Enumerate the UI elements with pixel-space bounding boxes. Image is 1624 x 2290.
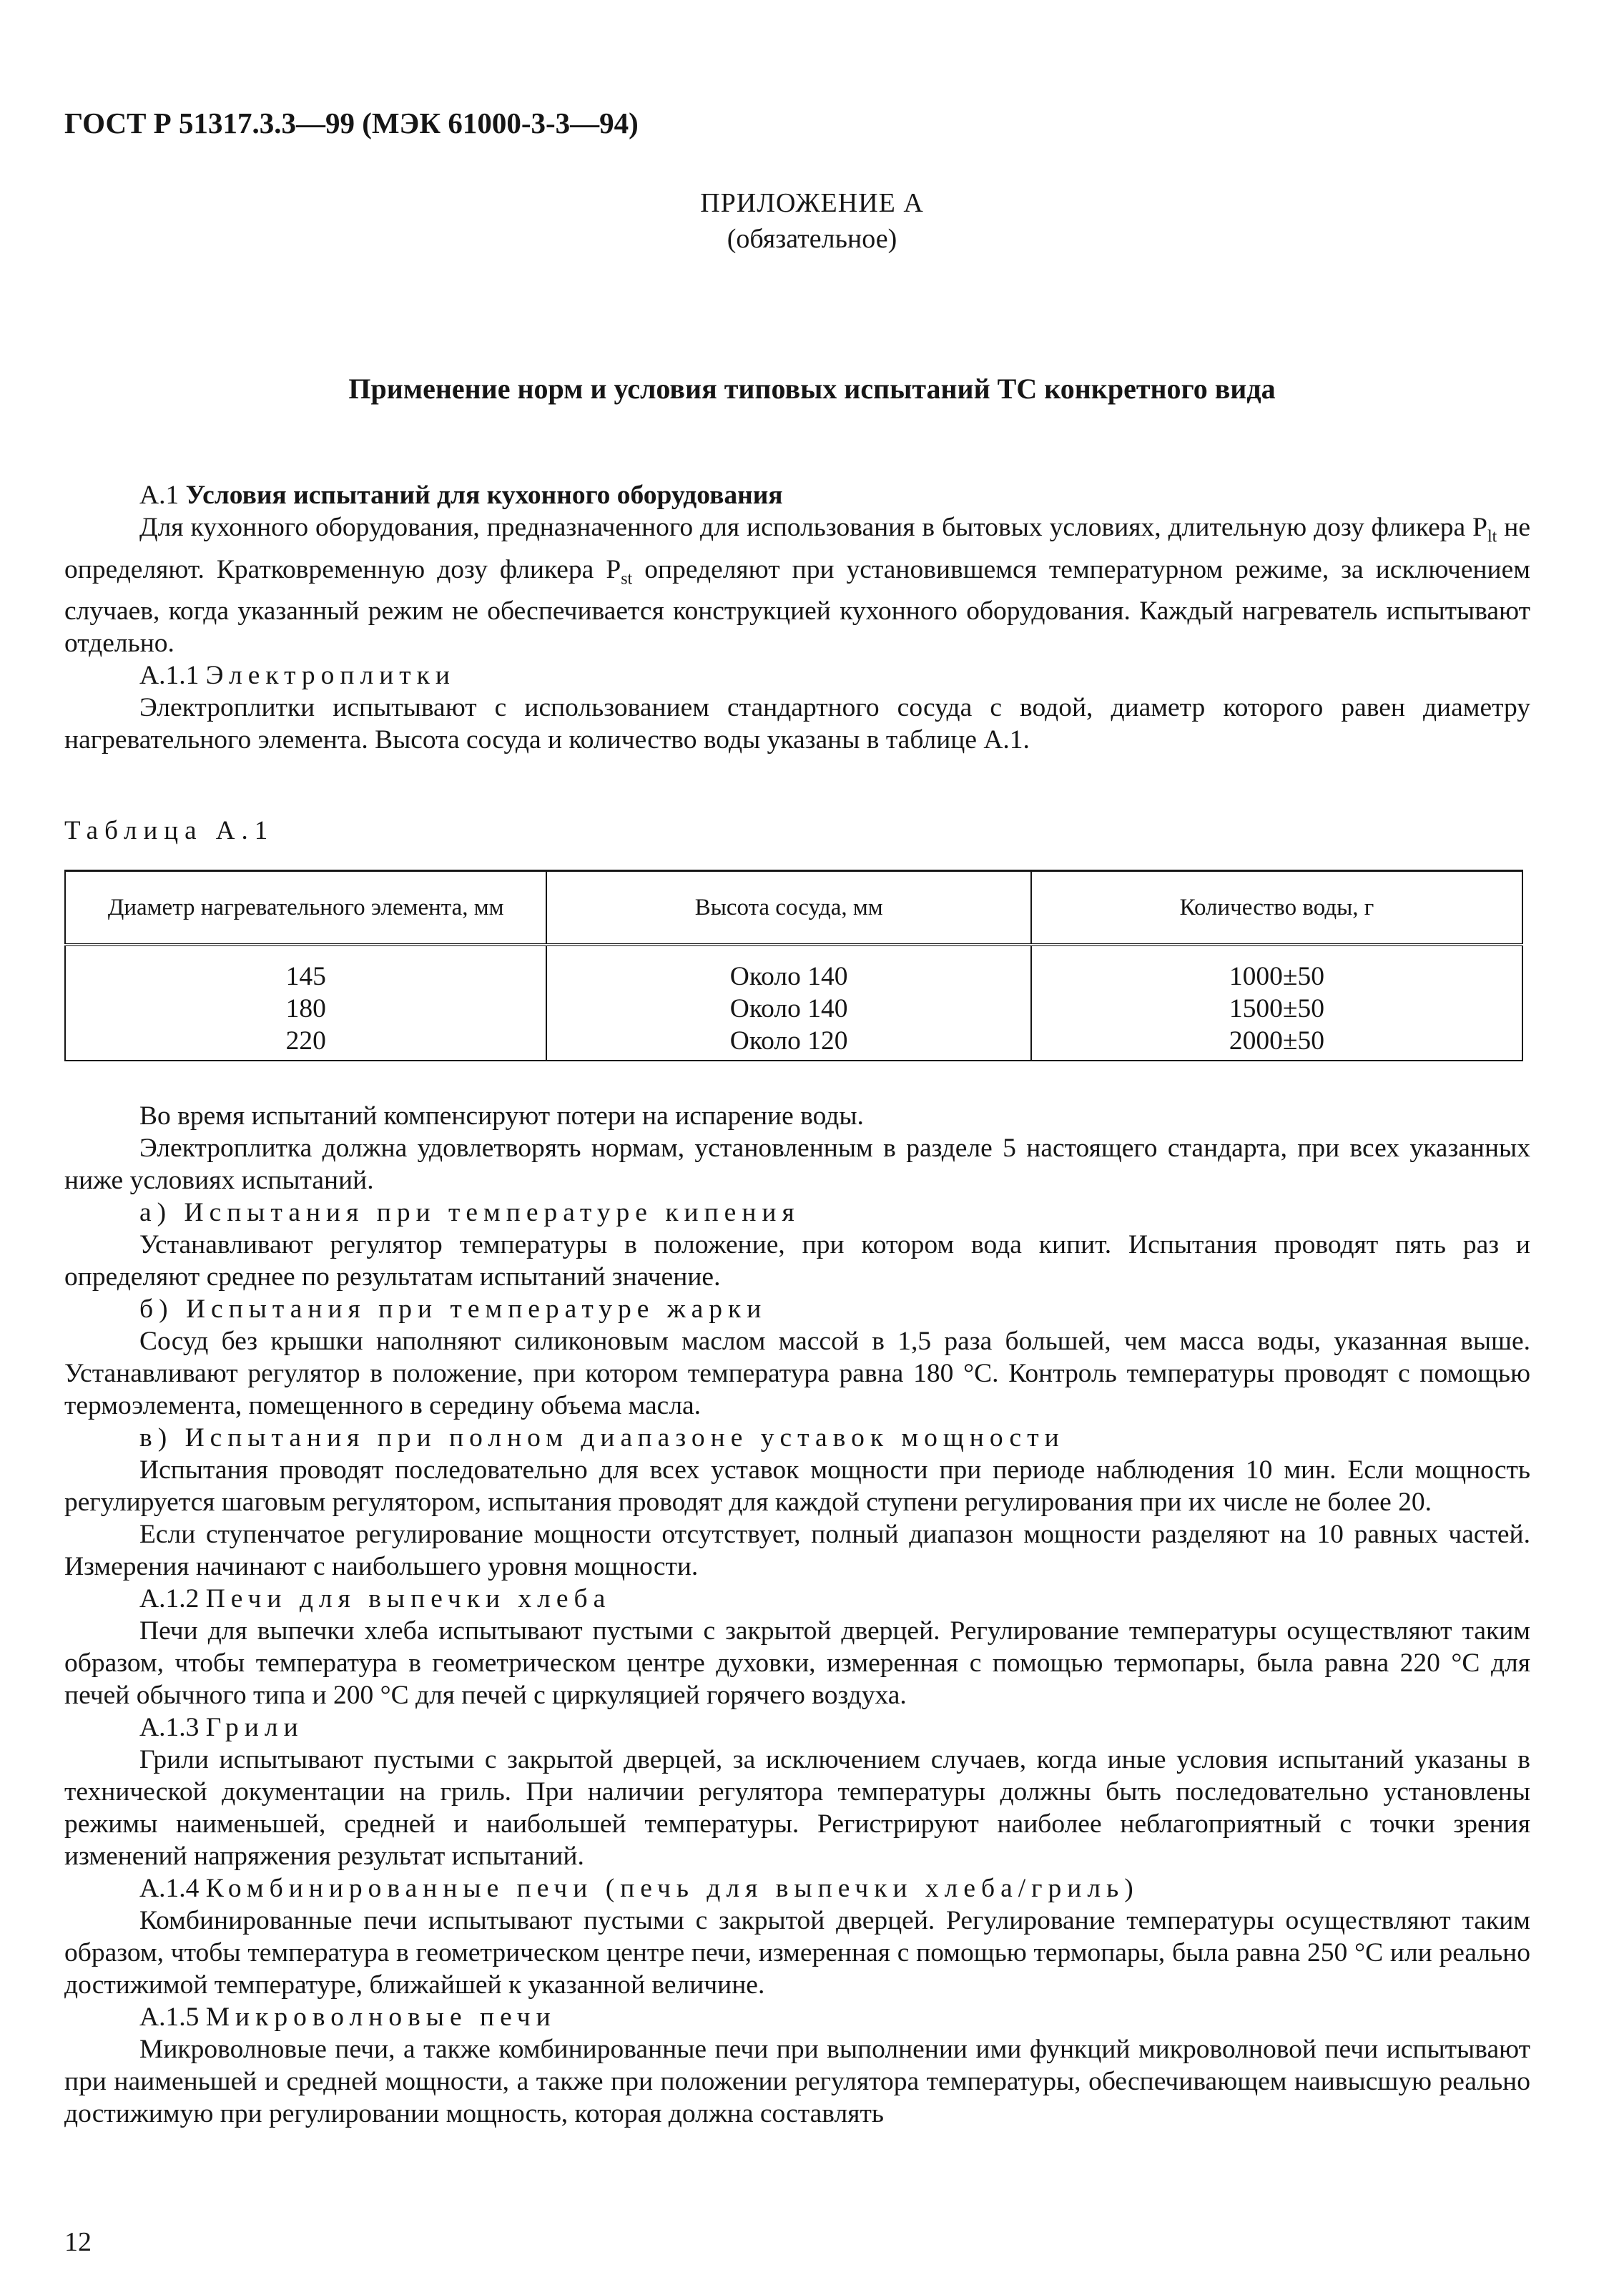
paragraph: Во время испытаний компенсируют потери на испарение воды. (139, 1101, 864, 1131)
paragraph: Для кухонного оборудования, предназначенного для использования в бытовых условиях, длительную дозу фликера $P_{lt}$ не определяют. Кратковременную дозу фликера $P_{st}$ определяют при установившемся температурном режиме, за исключением случаев, когда указанный режим не обеспечивается конструкцией кухонного оборудования. Каждый нагреватель испытывают отдельно. (64, 513, 1530, 658)
paragraph: Грили испытывают пустыми с закрытой дверцей, за исключением случаев, когда иные условия испытаний указаны в технической документации на гриль. При наличии регулятора температуры должны быть последовательно установлены режимы наименьшей, средней и наибольшей температуры. Регистрируют наиболее неблагоприятный с точки зрения изменений напряжения результат испытаний. (64, 1745, 1530, 1871)
table-cell-diameters: 145 180 220 (65, 945, 546, 1061)
condition-a-heading: а) Испытания при температуре кипения (139, 1198, 800, 1227)
paragraph: Сосуд без крышки наполняют силиконовым маслом массой в 1,5 раза большей, чем масса воды, указанная выше. Устанавливают регулятор в положение, при котором температура равна 180 °С. Контроль температуры проводят с помощью термоэлемента, помещенного в середину объема масла. (64, 1327, 1530, 1420)
condition-v-heading: в) Испытания при полном диапазоне уставок мощности (139, 1423, 1065, 1453)
section-a1 (64, 479, 1530, 756)
table-header-cell: Количество воды, г (1031, 871, 1522, 945)
appendix-kind: (обязательное) (727, 224, 897, 254)
paragraph: Комбинированные печи испытывают пустыми с закрытой дверцей. Регулирование температуры осуществляют таким образом, чтобы температура в геометрическом центре печи, измеренная с помощью термопары, была равна 250 °С или реально достижимой температуре, ближайшей к указанной величине. (64, 1906, 1530, 2000)
table-header-cell: Диаметр нагревательного элемента, мм (65, 871, 546, 945)
main-body-text (64, 1100, 1530, 2130)
section-number: А.1 (139, 481, 179, 510)
paragraph: Электроплитка должна удовлетворять нормам, установленным в разделе 5 настоящего стандарта, при всех указанных ниже условиях испытаний. (64, 1134, 1530, 1195)
paragraph: Устанавливают регулятор температуры в положение, при котором вода кипит. Испытания проводят пять раз и определяют среднее по результатам испытаний значение. (64, 1230, 1530, 1292)
table-header-row (65, 871, 1522, 945)
subscript-lt: lt (1487, 527, 1497, 546)
paragraph: Микроволновые печи, а также комбинированные печи при выполнении ими функций микроволновой печи испытывают при наименьшей и средней мощности, а также при положении регулятора температуры, обеспечивающем наивысшую реально достижимую при регулировании мощность, которая должна составлять (64, 2035, 1530, 2128)
page-title: Применение норм и условия типовых испытаний ТС конкретного вида (348, 373, 1276, 405)
standard-designation: ГОСТ Р 51317.3.3—99 (МЭК 61000-3-3—94) (64, 107, 639, 139)
section-a12-heading: А.1.2 Печи для выпечки хлеба (139, 1584, 611, 1613)
paragraph: Испытания проводят последовательно для всех уставок мощности при периоде наблюдения 10 мин. Если мощность регулируется шаговым регулятором, испытания проводят для каждой ступени регулирования при их числе не более 20. (64, 1455, 1530, 1517)
section-a14-heading: А.1.4 Комбинированные печи (печь для выпечки хлеба/гриль) (139, 1874, 1139, 1903)
table-row (65, 945, 1522, 1061)
table-header-cell: Высота сосуда, мм (546, 871, 1031, 945)
page-number: 12 (64, 2227, 92, 2257)
section-a13-heading: А.1.3 Грили (139, 1713, 304, 1742)
paragraph: Электроплитки испытывают с использованием стандартного сосуда с водой, диаметр которого равен диаметру нагревательного элемента. Высота сосуда и количество воды указаны в таблице А.1. (64, 693, 1530, 755)
data-table (64, 870, 1523, 1061)
section-a15-heading: А.1.5 Микроволновые печи (139, 2002, 556, 2032)
paragraph: Если ступенчатое регулирование мощности отсутствует, полный диапазон мощности разделяют на 10 равных частей. Измерения начинают с наибольшего уровня мощности. (64, 1520, 1530, 1581)
subscript-st: st (621, 569, 633, 588)
condition-b-heading: б) Испытания при температуре жарки (139, 1294, 767, 1324)
table-cell-heights: Около 140 Около 140 Около 120 (546, 945, 1031, 1061)
paragraph: Печи для выпечки хлеба испытывают пустыми с закрытой дверцей. Регулирование температуры осуществляют таким образом, чтобы температура в геометрическом центре духовки, измеренная с помощью термопары, была равна 220 °С для печей обычного типа и 200 °С для печей с циркуляцией горячего воздуха. (64, 1616, 1530, 1710)
subsection-heading: Электроплитки (205, 661, 456, 690)
section-a11-heading: А.1.1 Электроплитки (139, 661, 456, 690)
table-cell-water: 1000±50 1500±50 2000±50 (1031, 945, 1522, 1061)
table-caption: Таблица А.1 (64, 816, 275, 845)
section-a1-heading (64, 479, 1530, 511)
section-heading: Условия испытаний для кухонного оборудования (185, 481, 783, 510)
appendix-label: ПРИЛОЖЕНИЕ А (700, 188, 924, 218)
